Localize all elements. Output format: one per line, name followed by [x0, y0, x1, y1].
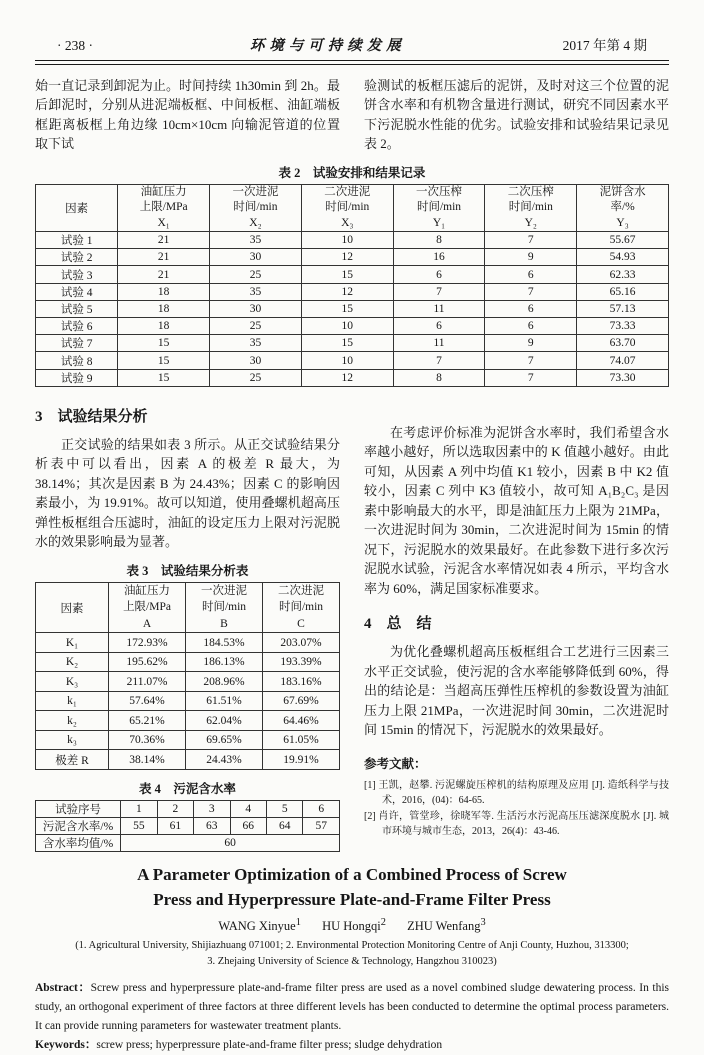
- header-line: Y₁: [432, 216, 446, 229]
- table-cell: 10: [301, 352, 393, 369]
- table-cell: 18: [118, 283, 210, 300]
- header-line: A: [142, 617, 152, 630]
- table-cell: 15: [301, 300, 393, 317]
- table-cell: K₁: [36, 633, 109, 653]
- table-row: [36, 266, 669, 283]
- author-name: [407, 916, 486, 933]
- table-row: [36, 730, 340, 750]
- table-cell: 184.53%: [186, 633, 263, 653]
- table-cell: 193.39%: [263, 652, 340, 672]
- table-row: [36, 352, 669, 369]
- table-cell: 25: [210, 266, 302, 283]
- table-cell: K₂: [36, 652, 109, 672]
- table-row: [36, 817, 340, 834]
- table-cell: 35: [210, 232, 302, 249]
- header-line: 一次进泥: [232, 185, 279, 198]
- table-cell: 57.64%: [109, 691, 186, 711]
- table-cell: 57: [303, 817, 340, 834]
- table-cell: K₃: [36, 672, 109, 692]
- table-cell: 10: [301, 318, 393, 335]
- table3-header-factor: 因素: [36, 582, 109, 633]
- table-cell: 试验 4: [36, 283, 118, 300]
- table-cell: 5: [267, 800, 303, 817]
- header-line: X₁: [157, 216, 170, 229]
- table-cell: 7: [485, 352, 577, 369]
- table-row: [36, 300, 669, 317]
- header-line: 二次压榨: [507, 185, 554, 198]
- table-row: [36, 318, 669, 335]
- intro-paragraph-left: 始一直记录到卸泥为止。时间持续 1h30min 到 2h。最后卸泥时，分别从进泥端板框、中间板框、油缸端板框距离板框上角边缘 10cm×10cm 向输泥管道的位置取下试: [35, 77, 340, 152]
- table-cell: 35: [210, 335, 302, 352]
- table-row: [36, 652, 340, 672]
- table3-header-row: [36, 582, 340, 633]
- table-cell: 21: [118, 232, 210, 249]
- table-cell: 15: [118, 352, 210, 369]
- table-cell: 15: [118, 369, 210, 386]
- header-line: 油缸压力: [140, 185, 187, 198]
- affiliation-line2: 3. Zhejaing University of Science & Technology, Hangzhou 310023): [207, 955, 497, 967]
- table-cell: 9: [485, 249, 577, 266]
- table-row: [36, 335, 669, 352]
- table2-header-cell: [210, 184, 302, 232]
- table3-header-cell: [263, 582, 340, 633]
- table-cell: 污泥含水率/%: [36, 817, 121, 834]
- table2-header-cell: [393, 184, 485, 232]
- table-cell: 试验 5: [36, 300, 118, 317]
- table-cell: 18: [118, 300, 210, 317]
- journal-title: 环境与可持续发展: [249, 38, 406, 54]
- table-cell: 70.36%: [109, 730, 186, 750]
- table-cell: 试验 3: [36, 266, 118, 283]
- table-cell: 15: [301, 266, 393, 283]
- body-columns: [35, 391, 669, 852]
- header-line: 一次压榨: [416, 185, 463, 198]
- table-cell: 54.93: [577, 249, 669, 266]
- author-name-text: WANG Xinyue: [218, 918, 296, 933]
- header-line: 时间/min: [416, 201, 462, 214]
- header-line: 泥饼含水: [599, 185, 646, 198]
- author-superscript: 3: [480, 916, 486, 928]
- table-cell: 18: [118, 318, 210, 335]
- table-cell: 2: [157, 800, 193, 817]
- table-cell: 38.14%: [109, 750, 186, 770]
- table-cell: 21: [118, 266, 210, 283]
- table-cell: 55.67: [577, 232, 669, 249]
- table-cell: 15: [301, 335, 393, 352]
- table-cell: 试验 2: [36, 249, 118, 266]
- author-name-text: HU Hongqi: [322, 918, 381, 933]
- table4-caption: 表 4 污泥含水率: [139, 781, 236, 796]
- table-cell: 65.16: [577, 283, 669, 300]
- header-line: 时间/min: [278, 601, 324, 614]
- table-cell: 试验 1: [36, 232, 118, 249]
- header-line: B: [220, 617, 228, 630]
- table-cell: 3: [194, 800, 230, 817]
- table-cell: 62.33: [577, 266, 669, 283]
- header-line: X₂: [249, 216, 262, 229]
- keywords-text: screw press; hyperpressure plate-and-frame filter press; sludge dehydration: [96, 1038, 443, 1051]
- table-row: [36, 232, 669, 249]
- table-cell: 195.62%: [109, 652, 186, 672]
- header-line: 一次进泥: [201, 584, 247, 597]
- table4: [35, 800, 340, 852]
- keywords-label: Keywords：: [35, 1038, 97, 1051]
- table-cell: 55: [121, 817, 157, 834]
- table-cell: 6: [485, 318, 577, 335]
- table2: [35, 184, 669, 387]
- abstract-paragraph: [35, 979, 669, 1036]
- table-row: [36, 750, 340, 770]
- table-cell: 试验 9: [36, 369, 118, 386]
- table-cell: 25: [210, 318, 302, 335]
- header-line: 率/%: [610, 201, 635, 214]
- header-line: 二次进泥: [278, 584, 324, 597]
- table-cell: k₂: [36, 711, 109, 731]
- table-cell: 186.13%: [186, 652, 263, 672]
- table-cell: 73.30: [577, 369, 669, 386]
- table-cell: k₁: [36, 691, 109, 711]
- section4-paragraph: 为优化叠螺机超高压板框组合工艺进行三因素三水平正交试验，使污泥的含水率能够降低到 60%，得出的结论是：当超高压弹性压榨机的参数设置为油缸压力上限 21MPa，一次进泥时间 30min，二次进泥时间 15min 的情况下，污泥脱水的效果最好。: [364, 644, 669, 738]
- issue-label: 2017 年第 4 期: [562, 38, 647, 53]
- author-name-text: ZHU Wenfang: [407, 918, 481, 933]
- header-rule: [35, 60, 669, 65]
- table-cell: 63.70: [577, 335, 669, 352]
- right-column: [364, 391, 669, 852]
- header-line: 时间/min: [325, 201, 370, 214]
- header-line: C: [297, 617, 305, 630]
- table-cell: 12: [301, 283, 393, 300]
- table-cell: 64.46%: [263, 711, 340, 731]
- table-cell: 6: [393, 266, 485, 283]
- header-line: 时间/min: [233, 201, 278, 214]
- table-cell: 30: [210, 249, 302, 266]
- table2-header-cell: [301, 184, 393, 232]
- analysis-paragraph: 在考虑评价标准为泥饼含水率时，我们希望含水率越小越好，所以选取因素中的 K 值越小越好。由此可知，从因素 A 列中均值 K1 较小，因素 B 中 K2 值较小，因素 C 列中 K3 值较小，故可知 A₁B₂C₃ 是因素中影响最大的水平，即是油缸压力上限为 21MPa，一次进泥时间为 30min，二次进泥时间为 15min 的情况下，污泥脱水的效果最好。在此参数下进行多次污泥脱水试验，污泥含水率情况如表 4 所示，平均含水率为 60%，满足国家标准要求。: [364, 424, 669, 596]
- abstract-text: Screw press and hyperpressure plate-and-frame filter press are used as a novel combined sludge dewatering process. In this study, an orthogonal experiment of three factors at three different levels has been conducted to determine the optimal process parameters. It can provide running parameters for wastewater treatment plants.: [35, 981, 669, 1032]
- english-section: [35, 862, 669, 1055]
- abstract-label: Abstract：: [35, 981, 91, 994]
- table-cell: 7: [485, 232, 577, 249]
- table-cell: 63: [194, 817, 230, 834]
- section3-heading: 3 试验结果分析: [35, 408, 148, 425]
- header-line: Y₂: [524, 216, 537, 229]
- table-cell: 11: [393, 335, 485, 352]
- table-cell: 203.07%: [263, 633, 340, 653]
- table-cell: 试验 7: [36, 335, 118, 352]
- table-row: [36, 800, 340, 817]
- table-cell: 69.65%: [186, 730, 263, 750]
- header-line: 时间/min: [508, 201, 553, 214]
- table-cell: 30: [210, 300, 302, 317]
- table-cell: 57.13: [577, 300, 669, 317]
- table-cell: 35: [210, 283, 302, 300]
- table-cell: 4: [230, 800, 266, 817]
- table-cell: 25: [210, 369, 302, 386]
- table-cell: 1: [121, 800, 157, 817]
- table-cell: 8: [393, 369, 485, 386]
- journal-header: [35, 34, 669, 60]
- table-cell: 极差 R: [36, 750, 109, 770]
- header-line: X₃: [341, 216, 354, 229]
- english-title-line1: A Parameter Optimization of a Combined Process of Screw: [137, 864, 567, 884]
- table2-caption: 表 2 试验安排和结果记录: [278, 165, 426, 180]
- table-cell: 7: [393, 352, 485, 369]
- table-cell: 64: [267, 817, 303, 834]
- table-cell: 66: [230, 817, 266, 834]
- affiliation-line1: (1. Agricultural University, Shijiazhuang 071001; 2. Environmental Protection Monitoring Centre of Anji County, Huzhou, 313300;: [75, 939, 629, 951]
- table-row: [36, 834, 340, 851]
- table-cell: 183.16%: [263, 672, 340, 692]
- references-heading: 参考文献：: [364, 756, 427, 771]
- intro-paragraph-right: 验测试的板框压滤后的泥饼，及时对这三个位置的泥饼含水率和有机物含量进行测试，研究不同因素水平下污泥脱水性能的优劣。试验安排和试验结果记录见表 2。: [364, 77, 669, 152]
- left-column: [35, 391, 340, 852]
- reference-item: [1] 王凯，赵攀. 污泥螺旋压榨机的结构原理及应用 [J]. 造纸科学与技术，2016，(04)：64-65.: [364, 779, 669, 806]
- table3-header-cell: [109, 582, 186, 633]
- table-cell: 12: [301, 249, 393, 266]
- table3-header-cell: [186, 582, 263, 633]
- section4-heading: 4 总 结: [364, 616, 432, 633]
- table3-caption: 表 3 试验结果分析表: [126, 563, 249, 578]
- header-line: 二次进泥: [324, 185, 371, 198]
- keywords-line: [35, 1036, 669, 1055]
- table-cell: 10: [301, 232, 393, 249]
- table-row: [36, 633, 340, 653]
- table-row: [36, 369, 669, 386]
- table2-header-row: [36, 184, 669, 232]
- table2-header-cell: [118, 184, 210, 232]
- table2-header-cell: [577, 184, 669, 232]
- intro-columns: [35, 76, 669, 154]
- table-row: [36, 711, 340, 731]
- author-name: [322, 916, 386, 933]
- reference-item: [2] 肖许，管堂珍，徐晓军等. 生活污水污泥高压压滤深度脱水 [J]. 城市环境与城市生态，2013，26(4)：43-46.: [364, 810, 669, 837]
- table-cell: 73.33: [577, 318, 669, 335]
- table-row: [36, 283, 669, 300]
- table-cell: 8: [393, 232, 485, 249]
- table-cell: 60: [121, 834, 340, 851]
- author-superscript: 1: [295, 916, 301, 928]
- table-cell: 211.07%: [109, 672, 186, 692]
- table-cell: 61.05%: [263, 730, 340, 750]
- table-cell: 12: [301, 369, 393, 386]
- table-cell: 208.96%: [186, 672, 263, 692]
- table-cell: 30: [210, 352, 302, 369]
- table3: [35, 582, 340, 770]
- table-cell: 6: [303, 800, 340, 817]
- table-cell: 7: [485, 283, 577, 300]
- table-row: [36, 672, 340, 692]
- table-cell: 67.69%: [263, 691, 340, 711]
- table-cell: 61: [157, 817, 193, 834]
- table-cell: 15: [118, 335, 210, 352]
- header-line: 时间/min: [201, 601, 247, 614]
- table-cell: 试验 8: [36, 352, 118, 369]
- table-cell: 24.43%: [186, 750, 263, 770]
- english-authors: [35, 917, 669, 934]
- english-title-line2: Press and Hyperpressure Plate-and-Frame Filter Press: [153, 889, 551, 909]
- table-cell: 19.91%: [263, 750, 340, 770]
- author-name: [218, 916, 301, 933]
- header-line: 上限/MPa: [123, 601, 171, 614]
- table-cell: 61.51%: [186, 691, 263, 711]
- table-row: [36, 249, 669, 266]
- section3-paragraph: 正交试验的结果如表 3 所示。从正交试验结果分析表中可以看出，因素 A 的极差 R 最大，为 38.14%；其次是因素 B 为 24.43%；因素 C 的影响因素最小，为 19.91%。故可以知道，使用叠螺机超高压弹性板框组合压滤时，油缸的设定压力上限对污泥脱水的效果影响最为显著。: [35, 436, 340, 550]
- table-cell: 9: [485, 335, 577, 352]
- table-cell: 172.93%: [109, 633, 186, 653]
- table-cell: 21: [118, 249, 210, 266]
- table2-header-cell: [485, 184, 577, 232]
- table-cell: 含水率均值/%: [36, 834, 121, 851]
- table-cell: 7: [393, 283, 485, 300]
- table-cell: k₃: [36, 730, 109, 750]
- table-cell: 65.21%: [109, 711, 186, 731]
- table-cell: 试验 6: [36, 318, 118, 335]
- table-cell: 62.04%: [186, 711, 263, 731]
- header-line: 上限/MPa: [139, 201, 188, 214]
- header-line: 油缸压力: [124, 584, 171, 597]
- page-number: · 238 ·: [57, 38, 93, 53]
- table-cell: 6: [485, 300, 577, 317]
- table-cell: 6: [393, 318, 485, 335]
- table-cell: 6: [485, 266, 577, 283]
- table-cell: 7: [485, 369, 577, 386]
- table-cell: 16: [393, 249, 485, 266]
- table-cell: 11: [393, 300, 485, 317]
- table-cell: 试验序号: [36, 800, 121, 817]
- table2-header-factor: 因素: [36, 184, 118, 232]
- table-cell: 74.07: [577, 352, 669, 369]
- author-superscript: 2: [380, 916, 386, 928]
- header-line: Y₃: [616, 216, 629, 229]
- table-row: [36, 691, 340, 711]
